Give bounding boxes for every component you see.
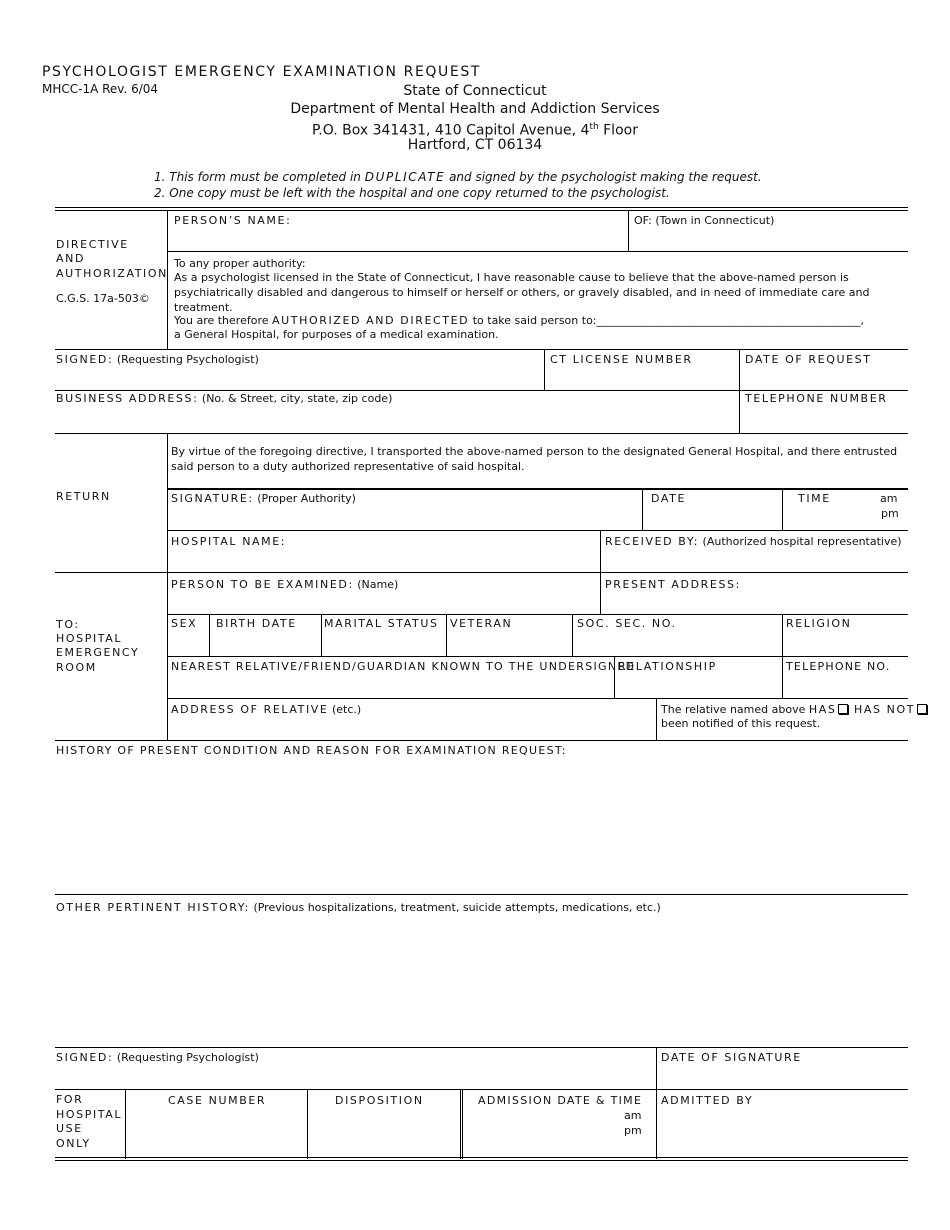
form-code: MHCC-1A Rev. 6/04 bbox=[42, 82, 159, 96]
header-state: State of Connecticut bbox=[403, 83, 547, 99]
admitted-by-field[interactable]: ADMITTED BY bbox=[661, 1094, 754, 1107]
instruction-2: 2. One copy must be left with the hospital and one copy returned to the psychologist. bbox=[154, 186, 670, 200]
header-address-prefix: P.O. Box 341431, 410 Capitol Avenue, 4 bbox=[312, 122, 590, 139]
authority-text-1: To any proper authority: bbox=[174, 257, 306, 270]
rule-signed-datesig bbox=[656, 1047, 657, 1159]
received-label: RECEIVED BY: bbox=[605, 535, 700, 548]
rule-signed-footer-bottom bbox=[55, 1089, 908, 1090]
soc-sec-field[interactable]: SOC. SEC. NO. bbox=[577, 617, 677, 630]
authorized-line-c: to take said person to:________________________________________________, bbox=[469, 314, 865, 327]
rule-disposition-admission-1 bbox=[460, 1089, 461, 1159]
general-hospital-line: a General Hospital, for purposes of a medical examination. bbox=[174, 328, 499, 341]
other-sub: (Previous hospitalizations, treatment, suicide attempts, medications, etc.) bbox=[253, 901, 661, 914]
rule-directive-bottom bbox=[55, 349, 908, 350]
birth-date-field[interactable]: BIRTH DATE bbox=[216, 617, 297, 630]
signed-sub: (Requesting Psychologist) bbox=[116, 353, 259, 366]
rule-signed-bottom bbox=[55, 390, 908, 391]
hospital-use-2: HOSPITAL bbox=[56, 1108, 123, 1121]
rule-bottom-1 bbox=[55, 1157, 908, 1158]
other-history-field[interactable] bbox=[56, 901, 661, 914]
return-time-field[interactable]: TIME bbox=[798, 492, 831, 505]
form-title: PSYCHOLOGIST EMERGENCY EXAMINATION REQUEST bbox=[42, 64, 481, 80]
header-address-suffix: Floor bbox=[598, 122, 638, 139]
notified-a: The relative named above bbox=[661, 703, 809, 716]
return-date-field[interactable]: DATE bbox=[651, 492, 687, 505]
rule-nearest-bottom bbox=[167, 698, 908, 699]
person-label: PERSON TO BE EXAMINED: bbox=[171, 578, 354, 591]
instruction-1-em: DUPLICATE bbox=[364, 170, 446, 184]
rule-history-bottom bbox=[55, 894, 908, 895]
telephone-number-field[interactable]: TELEPHONE NUMBER bbox=[745, 392, 888, 405]
rule-case-disposition bbox=[307, 1089, 308, 1159]
person-examined-field[interactable] bbox=[171, 578, 398, 591]
authority-text-2: As a psychologist licensed in the State of Connecticut, I have reasonable cause to believe that the above-named person is psychiatrically disabled and dangerous to himself or herself or others, or gravely disabled, and in need of immediate care and treatment. bbox=[174, 271, 870, 314]
veteran-field[interactable]: VETERAN bbox=[450, 617, 513, 630]
religion-field[interactable]: RELIGION bbox=[786, 617, 852, 630]
rule-use-case bbox=[125, 1089, 126, 1159]
rule-license-date bbox=[739, 349, 740, 433]
nearest-relative-field[interactable]: NEAREST RELATIVE/FRIEND/GUARDIAN KNOWN TO THE UNDERSIGNED bbox=[171, 660, 636, 673]
directive-side-label-1: DIRECTIVE bbox=[56, 238, 129, 251]
has-checkbox[interactable] bbox=[838, 704, 848, 714]
signed-label: SIGNED: bbox=[56, 353, 114, 366]
rule-name-town bbox=[628, 211, 629, 251]
footer-signed-sub: (Requesting Psychologist) bbox=[116, 1051, 259, 1064]
rule-business-bottom bbox=[55, 433, 908, 434]
hospital-use-4: ONLY bbox=[56, 1137, 91, 1150]
sex-field[interactable]: SEX bbox=[171, 617, 198, 630]
hospital-name-field[interactable]: HOSPITAL NAME: bbox=[171, 535, 287, 548]
return-side-label: RETURN bbox=[56, 490, 111, 503]
rule-demographics-bottom bbox=[167, 656, 908, 657]
other-label: OTHER PERTINENT HISTORY: bbox=[56, 901, 250, 914]
rule-marital-veteran bbox=[446, 614, 447, 656]
rule-top-2 bbox=[55, 210, 908, 211]
header-department: Department of Mental Health and Addiction Services bbox=[290, 101, 660, 117]
signed-field[interactable] bbox=[56, 353, 259, 366]
business-sub: (No. & Street, city, state, zip code) bbox=[201, 392, 393, 405]
directive-side-label-3: AUTHORIZATION bbox=[56, 267, 168, 280]
authorized-line-b: AUTHORIZED AND DIRECTED bbox=[272, 314, 470, 327]
virtue-text: By virtue of the foregoing directive, I transported the above-named person to the designated General Hospital, and there entrusted said person to a duty authorized representative of said hospital. bbox=[171, 445, 898, 473]
rule-bottom-2 bbox=[55, 1160, 908, 1161]
notified-line-1 bbox=[661, 703, 929, 716]
has-not-checkbox[interactable] bbox=[917, 704, 927, 714]
authorized-line-a: You are therefore bbox=[174, 314, 272, 327]
signature-sub: (Proper Authority) bbox=[257, 492, 356, 505]
footer-signed-label: SIGNED: bbox=[56, 1051, 114, 1064]
rule-name-bottom bbox=[167, 251, 908, 252]
person-sub: (Name) bbox=[357, 578, 399, 591]
return-am: am bbox=[880, 492, 898, 505]
date-of-request-field[interactable]: DATE OF REQUEST bbox=[745, 353, 872, 366]
rule-return-signature-top bbox=[167, 488, 908, 490]
directive-side-label-2: AND bbox=[56, 252, 86, 265]
business-address-field[interactable] bbox=[56, 392, 392, 405]
rule-return-side bbox=[167, 433, 168, 740]
return-pm: pm bbox=[881, 507, 899, 520]
rule-birth-marital bbox=[321, 614, 322, 656]
telephone-no-field[interactable]: TELEPHONE NO. bbox=[786, 660, 891, 673]
rule-signed-license bbox=[544, 349, 545, 390]
footer-signed-field[interactable] bbox=[56, 1051, 259, 1064]
rule-signature-bottom bbox=[167, 530, 908, 531]
rule-other-bottom bbox=[55, 1047, 908, 1048]
to-side-label-2: HOSPITAL bbox=[56, 632, 123, 645]
business-label: BUSINESS ADDRESS: bbox=[56, 392, 199, 405]
admission-pm: pm bbox=[624, 1124, 642, 1137]
date-of-signature-field[interactable]: DATE OF SIGNATURE bbox=[661, 1051, 802, 1064]
received-by-field[interactable] bbox=[605, 535, 902, 548]
address-relative-field[interactable] bbox=[171, 703, 361, 716]
rule-sex-birth bbox=[209, 614, 210, 656]
persons-name-label: PERSON’S NAME: bbox=[174, 214, 292, 227]
address-rel-sub: (etc.) bbox=[332, 703, 362, 716]
instruction-1-a: 1. This form must be completed in bbox=[154, 170, 365, 184]
to-side-label-1: TO: bbox=[56, 618, 80, 631]
rule-sig-date bbox=[642, 489, 643, 530]
to-side-label-4: ROOM bbox=[56, 661, 97, 674]
to-side-label-3: EMERGENCY bbox=[56, 646, 140, 659]
marital-status-field[interactable]: MARITAL STATUS bbox=[324, 617, 439, 630]
header-city: Hartford, CT 06134 bbox=[407, 137, 543, 153]
received-sub: (Authorized hospital representative) bbox=[702, 535, 902, 548]
disposition-field[interactable]: DISPOSITION bbox=[335, 1094, 424, 1107]
rule-address-notified bbox=[656, 698, 657, 740]
hospital-use-1: FOR bbox=[56, 1093, 84, 1106]
rule-veteran-soc bbox=[572, 614, 573, 656]
has-not-label: HAS NOT bbox=[853, 703, 916, 716]
hospital-use-3: USE bbox=[56, 1122, 83, 1135]
rule-top-1 bbox=[55, 207, 908, 208]
relationship-field[interactable]: RELATIONSHIP bbox=[618, 660, 717, 673]
rule-disposition-admission-2 bbox=[462, 1089, 463, 1159]
rule-date-time bbox=[782, 489, 783, 530]
directive-statute: C.G.S. 17a-503© bbox=[56, 292, 150, 305]
instruction-1-b: and signed by the psychologist making the request. bbox=[445, 170, 762, 184]
admission-am: am bbox=[624, 1109, 642, 1122]
signature-label: SIGNATURE: bbox=[171, 492, 254, 505]
authorized-line bbox=[174, 314, 864, 327]
present-address-field[interactable]: PRESENT ADDRESS: bbox=[605, 578, 741, 591]
instruction-1 bbox=[154, 169, 762, 185]
case-number-field[interactable]: CASE NUMBER bbox=[168, 1094, 267, 1107]
header-address-sup: th bbox=[589, 122, 599, 132]
rule-return-bottom bbox=[55, 572, 908, 573]
rule-directive-side bbox=[167, 211, 168, 349]
notified-b: been notified of this request. bbox=[661, 717, 821, 730]
admission-field[interactable]: ADMISSION DATE & TIME bbox=[478, 1094, 643, 1107]
license-number-field[interactable]: CT LICENSE NUMBER bbox=[550, 353, 693, 366]
has-label: HAS bbox=[808, 703, 837, 716]
of-town-label: OF: (Town in Connecticut) bbox=[634, 214, 775, 227]
address-rel-label: ADDRESS OF RELATIVE bbox=[171, 703, 329, 716]
history-present-field[interactable]: HISTORY OF PRESENT CONDITION AND REASON FOR EXAMINATION REQUEST: bbox=[56, 744, 567, 757]
rule-to-bottom bbox=[55, 740, 908, 741]
rule-person-bottom bbox=[167, 614, 908, 615]
signature-field[interactable] bbox=[171, 492, 356, 505]
